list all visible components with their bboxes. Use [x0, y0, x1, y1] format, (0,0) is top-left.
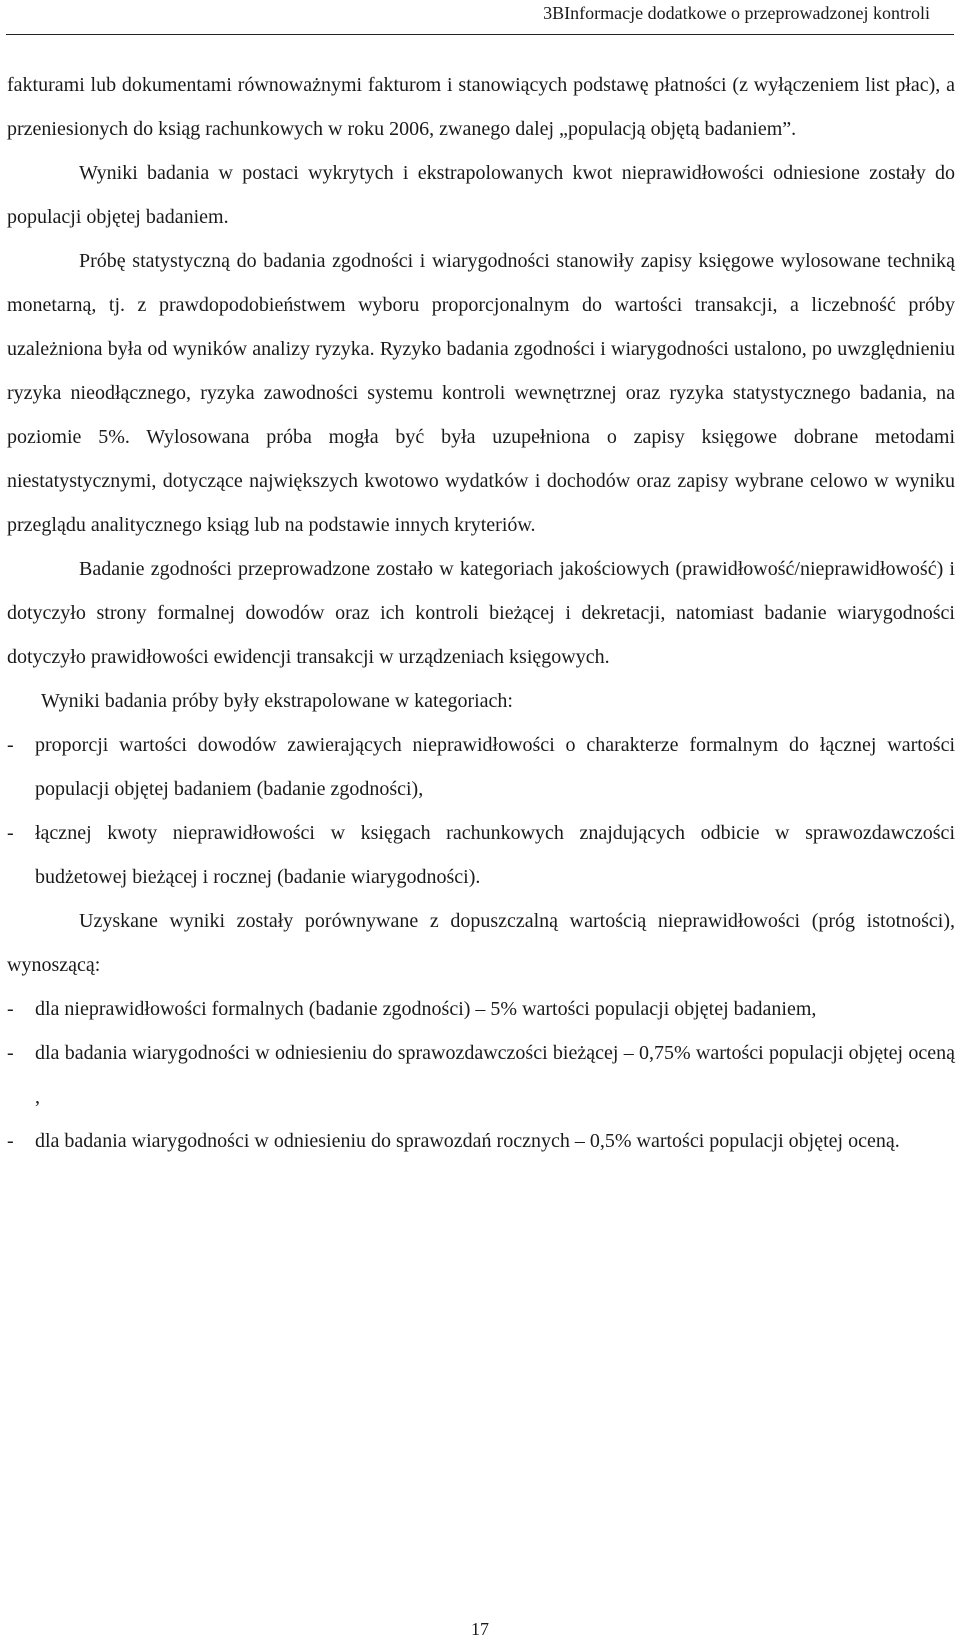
list-item-text: dla badania wiarygodności w odniesieniu do sprawozdawczości bieżącej – 0,75% wartości populacji objętej oceną , [35, 1042, 955, 1108]
dash-bullet: - [7, 998, 14, 1020]
dash-bullet: - [7, 1130, 14, 1152]
list-item [7, 723, 955, 811]
extrapolation-categories-list [7, 723, 955, 899]
paragraph-results-reference: Wyniki badania w postaci wykrytych i ekstrapolowanych kwot nieprawidłowości odniesione zostały do populacji objętej badaniem. [7, 162, 955, 228]
running-header: 3BInformacje dodatkowe o przeprowadzonej kontroli [543, 3, 930, 23]
header-divider [6, 34, 954, 35]
paragraph-population: fakturami lub dokumentami równoważnymi fakturom i stanowiących podstawę płatności (z wyłączeniem list płac), a przeniesionych do ksiąg rachunkowych w roku 2006, zwanego dalej „populacją objętą badaniem”. [7, 74, 955, 140]
paragraph-threshold-intro: Uzyskane wyniki zostały porównywane z dopuszczalną wartością nieprawidłowości (próg istotności), wynoszącą: [7, 910, 955, 976]
dash-bullet: - [7, 822, 14, 844]
paragraph-compliance-test: Badanie zgodności przeprowadzone zostało w kategoriach jakościowych (prawidłowość/nieprawidłowość) i dotyczyło strony formalnej dowodów oraz ich kontroli bieżącej i dekretacji, natomiast badanie wiarygodności dotyczyło prawidłowości ewidencji transakcji w urządzeniach księgowych. [7, 558, 955, 668]
list-item [7, 1119, 955, 1163]
page-number: 17 [471, 1619, 489, 1639]
dash-bullet: - [7, 734, 14, 756]
list-item-text: dla nieprawidłowości formalnych (badanie zgodności) – 5% wartości populacji objętej badaniem, [35, 998, 817, 1020]
list-item-text: proporcji wartości dowodów zawierających nieprawidłowości o charakterze formalnym do łącznej wartości populacji objętej badaniem (badanie zgodności), [35, 734, 955, 800]
paragraph-extrapolation-intro: Wyniki badania próby były ekstrapolowane w kategoriach: [41, 690, 513, 712]
list-item-text: łącznej kwoty nieprawidłowości w księgach rachunkowych znajdujących odbicie w sprawozdawczości budżetowej bieżącej i rocznej (badanie wiarygodności). [35, 822, 955, 888]
materiality-thresholds-list [7, 987, 955, 1163]
list-item [7, 811, 955, 899]
list-item [7, 987, 955, 1031]
document-body [7, 63, 955, 1163]
dash-bullet: - [7, 1042, 14, 1064]
list-item-text: dla badania wiarygodności w odniesieniu do sprawozdań rocznych – 0,5% wartości populacji objętej oceną. [35, 1130, 900, 1152]
list-item [7, 1031, 955, 1119]
paragraph-statistical-sample: Próbę statystyczną do badania zgodności i wiarygodności stanowiły zapisy księgowe wylosowane techniką monetarną, tj. z prawdopodobieństwem wyboru proporcjonalnym do wartości transakcji, a liczebność próby uzależniona była od wyników analizy ryzyka. Ryzyko badania zgodności i wiarygodności ustalono, po uwzględnieniu ryzyka nieodłącznego, ryzyka zawodności systemu kontroli wewnętrznej oraz ryzyka statystycznego badania, na poziomie 5%. Wylosowana próba mogła być była uzupełniona o zapisy księgowe dobrane metodami niestatystycznymi, dotyczące największych kwotowo wydatków i dochodów oraz zapisy wybrane celowo w wyniku przeglądu analitycznego ksiąg lub na podstawie innych kryteriów. [7, 250, 955, 536]
